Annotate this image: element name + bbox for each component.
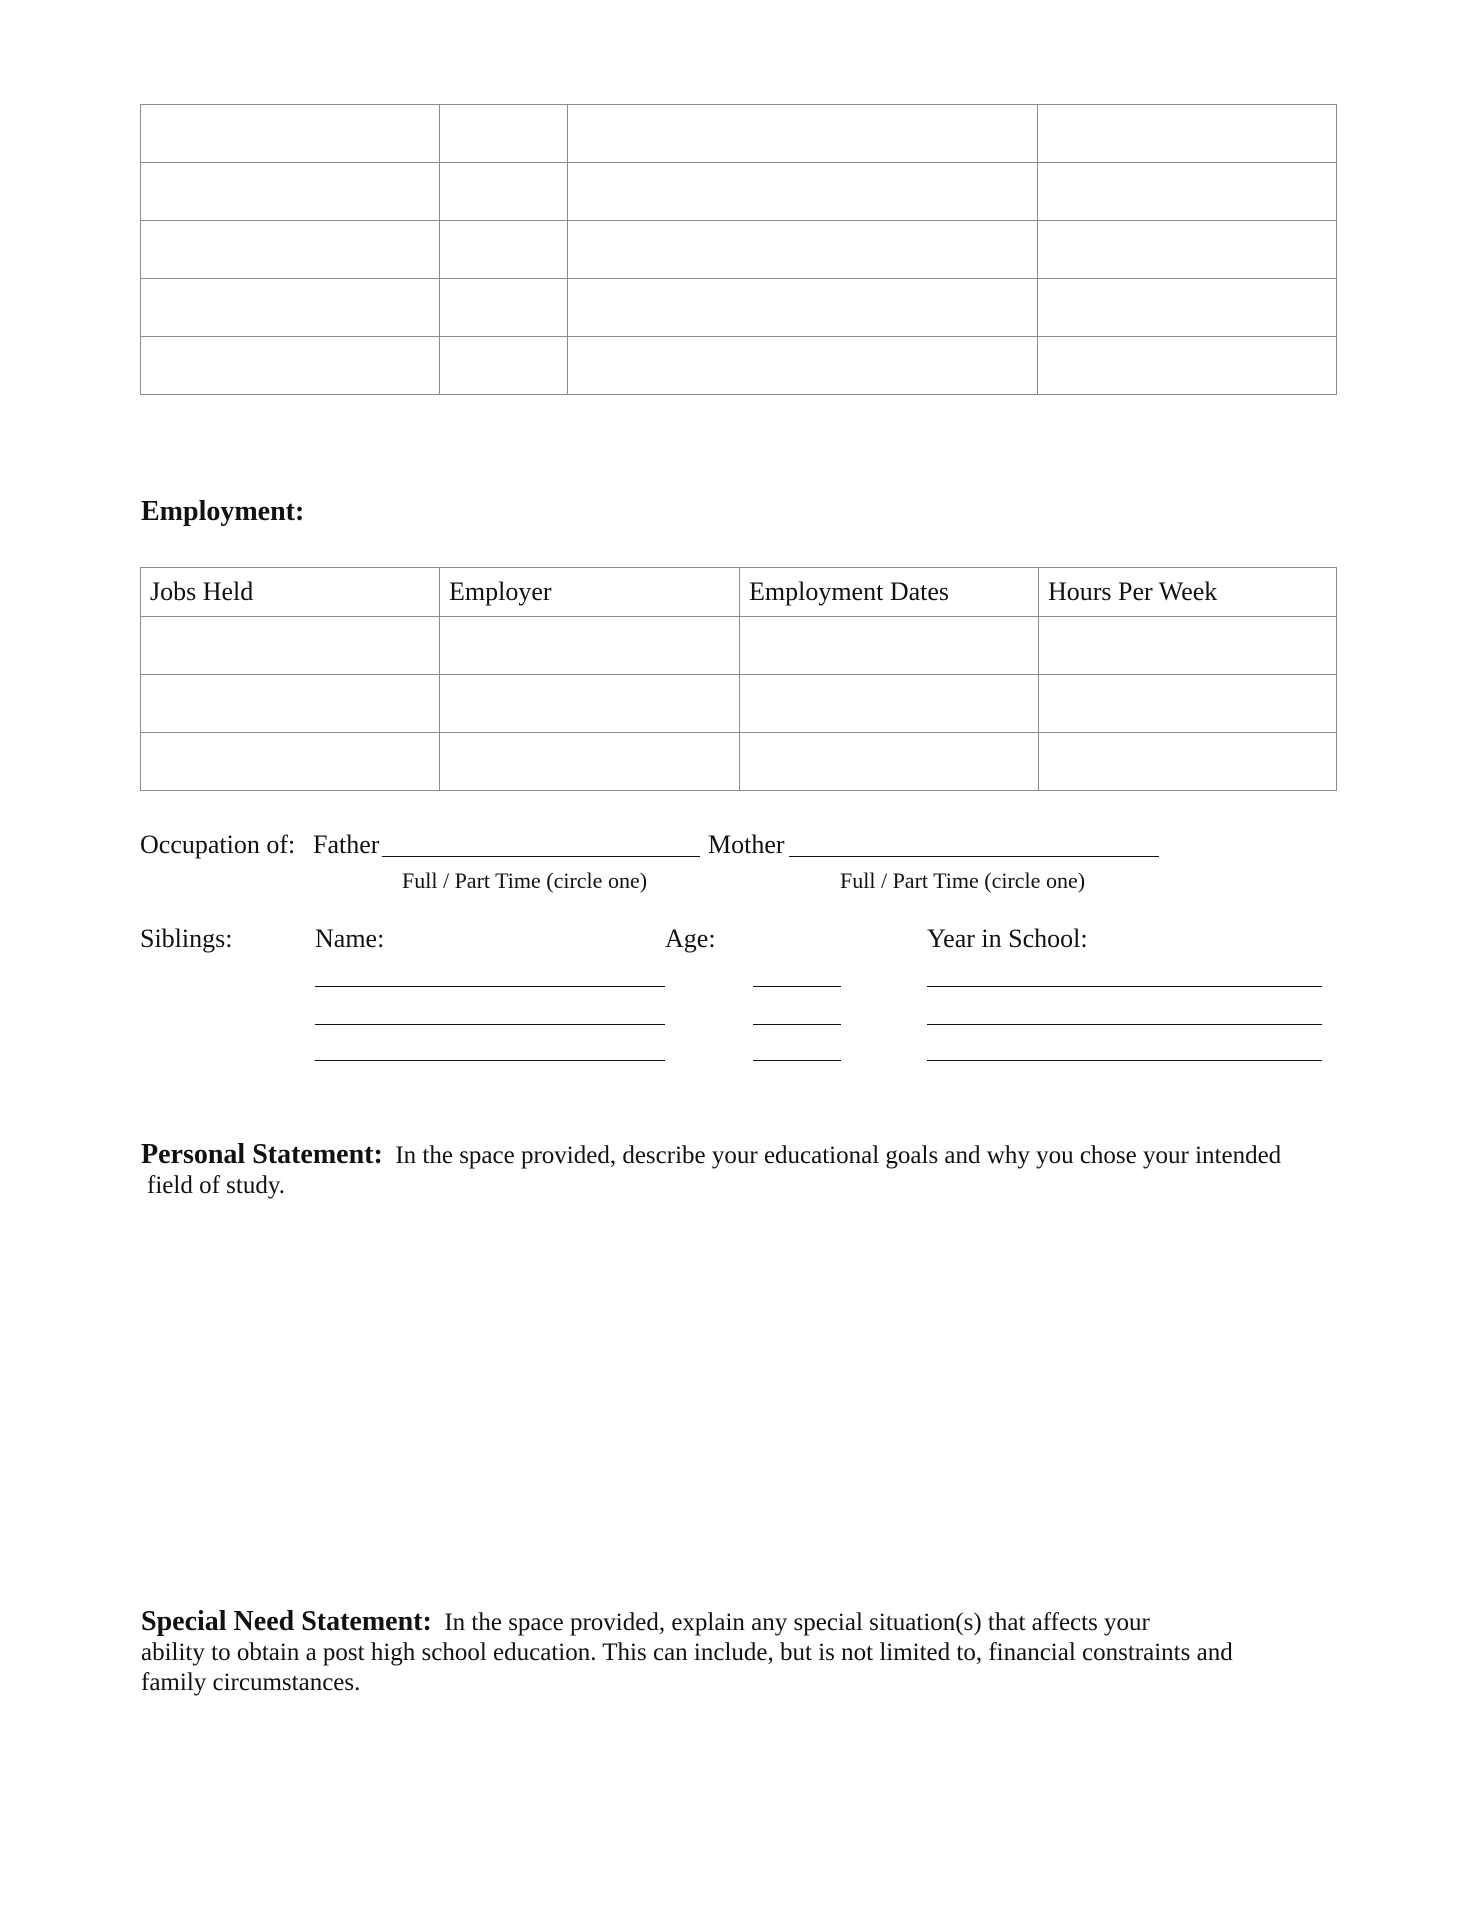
sibling-age-field[interactable] xyxy=(753,986,841,987)
sibling-year-field[interactable] xyxy=(927,1060,1322,1061)
table-cell[interactable] xyxy=(440,105,568,163)
table-cell[interactable] xyxy=(141,337,440,395)
table-cell[interactable] xyxy=(568,337,1038,395)
special-need-heading: Special Need Statement: xyxy=(141,1606,432,1637)
mother-label: Mother xyxy=(708,830,785,859)
table-row xyxy=(141,675,1337,733)
table-row xyxy=(141,617,1337,675)
mother-occupation-field[interactable] xyxy=(789,856,1159,857)
table-row xyxy=(141,105,1337,163)
table-cell[interactable] xyxy=(141,617,440,675)
table-cell[interactable] xyxy=(1039,733,1337,791)
table-cell[interactable] xyxy=(568,279,1038,337)
table-cell[interactable] xyxy=(1038,337,1337,395)
special-need-answer-area[interactable] xyxy=(140,1710,1340,1900)
column-header-employer: Employer xyxy=(440,568,740,617)
table-cell[interactable] xyxy=(568,163,1038,221)
personal-statement-instructions: In the space provided, describe your educational goals and why you chose your intended xyxy=(395,1142,1282,1169)
table-cell[interactable] xyxy=(440,279,568,337)
table-cell[interactable] xyxy=(568,105,1038,163)
special-need-instructions: In the space provided, explain any special situation(s) that affects your xyxy=(444,1609,1150,1636)
sibling-age-label: Age: xyxy=(665,924,716,953)
table-cell[interactable] xyxy=(440,675,740,733)
table-cell[interactable] xyxy=(1038,163,1337,221)
table-cell[interactable] xyxy=(141,221,440,279)
sibling-name-field[interactable] xyxy=(315,1060,665,1061)
table-row xyxy=(141,337,1337,395)
personal-statement-block xyxy=(141,1140,1361,1201)
sibling-year-field[interactable] xyxy=(927,1024,1322,1025)
table-cell[interactable] xyxy=(141,105,440,163)
column-header-employment-dates: Employment Dates xyxy=(740,568,1039,617)
table-cell[interactable] xyxy=(141,675,440,733)
table-cell[interactable] xyxy=(1038,279,1337,337)
mother-employment-note: Full / Part Time (circle one) xyxy=(840,868,1086,893)
special-need-instructions-end: family circumstances. xyxy=(141,1669,361,1696)
sibling-year-label: Year in School: xyxy=(927,924,1088,953)
sibling-age-field[interactable] xyxy=(753,1024,841,1025)
column-header-hours-per-week: Hours Per Week xyxy=(1039,568,1337,617)
employment-heading: Employment: xyxy=(141,496,305,527)
table-cell[interactable] xyxy=(1039,617,1337,675)
table-cell[interactable] xyxy=(1038,105,1337,163)
father-occupation-field[interactable] xyxy=(382,856,700,857)
table-cell[interactable] xyxy=(141,279,440,337)
previous-section-table xyxy=(140,104,1337,395)
personal-statement-heading: Personal Statement: xyxy=(141,1139,383,1170)
sibling-year-field[interactable] xyxy=(927,986,1322,987)
table-row xyxy=(141,279,1337,337)
sibling-name-field[interactable] xyxy=(315,986,665,987)
employment-table xyxy=(140,567,1337,791)
sibling-age-field[interactable] xyxy=(753,1060,841,1061)
table-cell[interactable] xyxy=(141,733,440,791)
sibling-name-label: Name: xyxy=(315,924,385,953)
table-cell[interactable] xyxy=(141,163,440,221)
table-cell[interactable] xyxy=(1038,221,1337,279)
special-need-instructions-cont: ability to obtain a post high school education. This can include, but is not limited to, financial constraints and xyxy=(141,1639,1233,1666)
table-cell[interactable] xyxy=(440,733,740,791)
special-need-block xyxy=(141,1607,1381,1698)
column-header-jobs-held: Jobs Held xyxy=(141,568,440,617)
table-cell[interactable] xyxy=(1039,675,1337,733)
father-employment-note: Full / Part Time (circle one) xyxy=(402,868,648,893)
table-cell[interactable] xyxy=(740,675,1039,733)
table-row xyxy=(141,163,1337,221)
table-cell[interactable] xyxy=(440,221,568,279)
table-cell[interactable] xyxy=(440,337,568,395)
father-label: Father xyxy=(313,830,380,859)
siblings-label: Siblings: xyxy=(140,924,233,953)
sibling-name-field[interactable] xyxy=(315,1024,665,1025)
table-row xyxy=(141,221,1337,279)
table-row xyxy=(141,733,1337,791)
personal-statement-instructions-cont: field of study. xyxy=(147,1172,285,1199)
table-cell[interactable] xyxy=(740,733,1039,791)
table-header-row xyxy=(141,568,1337,617)
table-cell[interactable] xyxy=(440,163,568,221)
personal-statement-answer-area[interactable] xyxy=(140,1220,1340,1580)
table-cell[interactable] xyxy=(740,617,1039,675)
occupation-label: Occupation of: xyxy=(140,830,296,859)
table-cell[interactable] xyxy=(568,221,1038,279)
table-cell[interactable] xyxy=(440,617,740,675)
